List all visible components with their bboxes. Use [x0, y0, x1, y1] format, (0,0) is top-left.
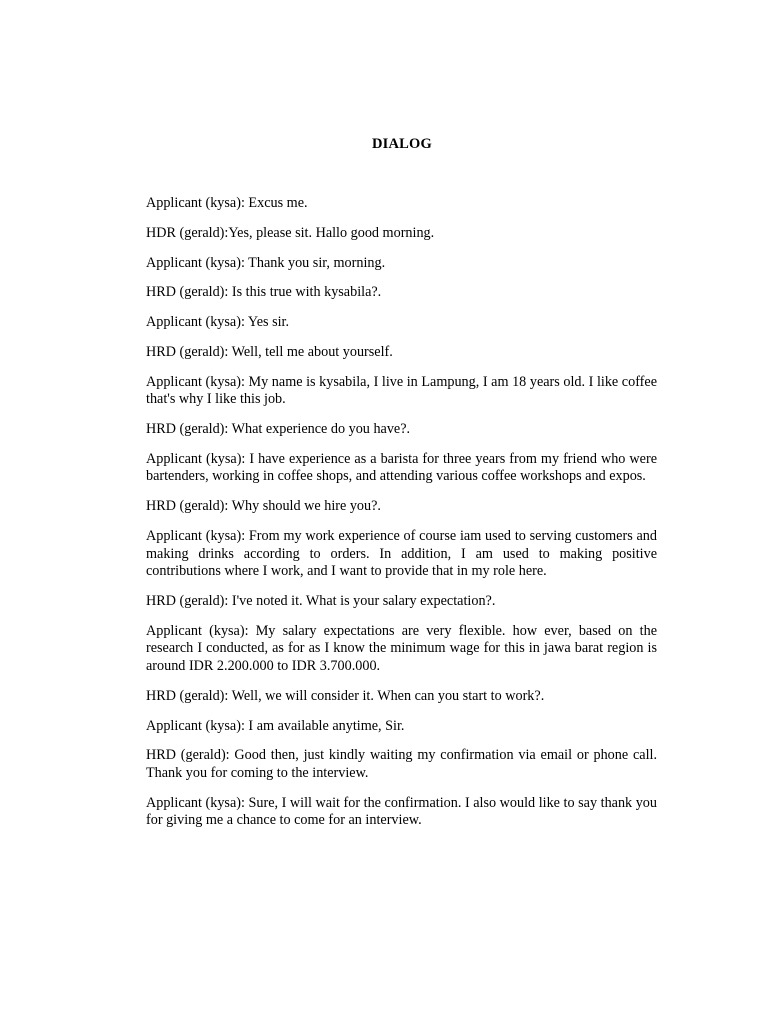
dialog-line: HRD (gerald): Well, we will consider it. When can you start to work?.	[146, 687, 545, 704]
dialog-line: HRD (gerald): What experience do you have?.	[146, 421, 411, 438]
dialog-line: Applicant (kysa): I have experience as a barista for three years from my friend who were bartenders, working in coffee shops, and attending various coffee workshops and expos.	[146, 450, 657, 485]
dialog-line: Applicant (kysa): From my work experience of course iam used to serving customers and making drinks according to orders. In addition, I am used to making positive contributions where I work, and I want to provide that in my role here.	[146, 528, 657, 580]
dialog-line: Applicant (kysa): Excus me.	[146, 195, 308, 211]
dialog-line: HRD (gerald): Well, tell me about yourself.	[146, 343, 393, 360]
dialog-line: Applicant (kysa): My salary expectations are very flexible. how ever, based on the research I conducted, as for as I know the minimum wage for this in jawa barat region is around IDR 2.200.000 to IDR 3.700.000.	[146, 622, 657, 674]
dialog-line: HRD (gerald): Is this true with kysabila?.	[146, 284, 382, 301]
dialog-line: Applicant (kysa): Yes sir.	[146, 314, 290, 331]
dialog-line: HRD (gerald): Why should we hire you?.	[146, 498, 381, 515]
dialog-line: Applicant (kysa): My name is kysabila, I live in Lampung, I am 18 years old. I like coffee that's why I like this job.	[146, 373, 657, 408]
dialog-line: HRD (gerald): I've noted it. What is your salary expectation?.	[146, 592, 496, 609]
dialog-body	[146, 195, 657, 842]
dialog-line: Applicant (kysa): I am available anytime, Sir.	[146, 717, 405, 734]
dialog-line: Applicant (kysa): Sure, I will wait for the confirmation. I also would like to say thank you for giving me a chance to come for an interview.	[146, 794, 657, 829]
dialog-line: HDR (gerald):Yes, please sit. Hallo good morning.	[146, 224, 435, 241]
document-title: DIALOG	[371, 136, 432, 152]
dialog-line: Applicant (kysa): Thank you sir, morning.	[146, 254, 386, 271]
dialog-line: HRD (gerald): Good then, just kindly waiting my confirmation via email or phone call. Thank you for coming to the interview.	[146, 747, 657, 781]
